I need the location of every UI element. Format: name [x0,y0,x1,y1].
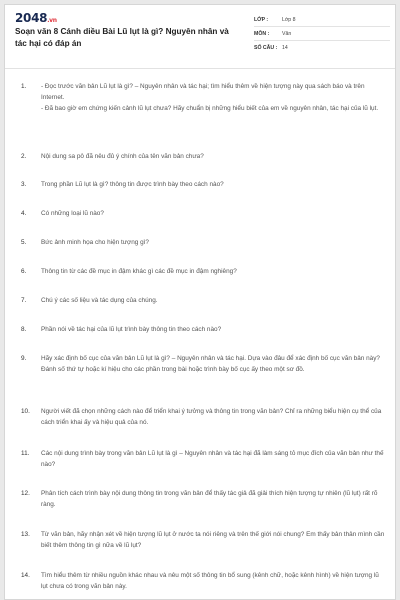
question-text: Người viết đã chọn những cách nào để triển khai ý tưởng và thông tin trong văn bản? Chỉ ra những biểu hiện cụ thể của cách triển khai ấy và hiệu quả của nó. [41,408,382,426]
question-text: Từ văn bản, hãy nhận xét về hiện tượng lũ lụt ở nước ta nói riêng và trên thế giới nói chung? Em thấy bản thân mình cần biết thêm thông tin gì nữa về lũ lụt? [41,531,385,549]
site-logo[interactable] [15,11,57,25]
question-number: 13. [21,531,30,538]
question-number: 7. [21,297,27,304]
question-number: 8. [21,326,27,333]
question-item [5,81,396,114]
question-number: 11. [21,450,30,457]
meta-key: SỐ CÂU : [254,45,278,51]
question-item [5,237,396,248]
question-number: 14. [21,572,30,579]
meta-value: 14 [282,45,288,51]
question-item [5,353,396,375]
question-item [5,179,396,190]
question-text: Tìm hiểu thêm từ nhiều nguồn khác nhau và nêu một số thông tin bổ sung (kênh chữ, hoặc kênh hình) về hiện tượng lũ lụt chưa có trong văn bản này. [41,572,379,590]
question-number: 6. [21,268,27,275]
meta-key: LỚP : [254,16,269,23]
logo-text: 2048 [15,11,48,25]
question-item [5,448,396,470]
question-number: 1. [21,83,27,90]
question-item [5,570,396,592]
question-text: Các nội dung trình bày trong văn bản Lũ lụt là gì – Nguyên nhân và tác hại đã làm sáng tỏ mục đích của văn bản như thế nào? [41,450,384,468]
question-item [5,295,396,306]
question-number: 9. [21,355,27,362]
question-number: 2. [21,153,27,160]
meta-row-grade [254,13,390,27]
question-line: - Đọc trước văn bản Lũ lụt là gì? – Nguyên nhân và tác hại; tìm hiểu thêm về hiện tượng này qua sách báo và trên Internet. [41,83,365,101]
question-number: 12. [21,490,30,497]
question-text: Thông tin từ các đề mục in đậm khác gì các đề mục in đậm nghiêng? [41,268,237,275]
question-text: Bức ảnh minh họa cho hiện tượng gì? [41,239,149,246]
document-header [5,5,395,69]
document-meta [254,13,390,55]
question-text: Phân tích cách trình bày nội dung thông tin trong văn bản để thấy tác giả đã giải thích hiện tượng tự nhiên (lũ lụt) rất rõ ràng. [41,490,378,508]
question-number: 4. [21,210,27,217]
question-line: - Đã bao giờ em chứng kiến cảnh lũ lụt chưa? Hãy chuẩn bị những hiểu biết của em về nguyên nhân, tác hại của lũ lụt. [41,105,379,112]
question-item [5,529,396,551]
question-item [5,208,396,219]
meta-key: MÔN : [254,30,270,37]
question-text: Chú ý các số liệu và tác dụng của chúng. [41,297,158,304]
document-page [4,4,396,600]
question-item [5,151,396,162]
meta-row-count [254,41,390,55]
document-title: Soạn văn 8 Cánh diều Bài Lũ lụt là gì? Nguyên nhân và tác hại có đáp án [15,27,229,48]
question-item [5,406,396,428]
question-item [5,324,396,335]
question-text [41,81,386,114]
meta-value: Văn [282,30,292,37]
question-text: Trong phần Lũ lụt là gì? thông tin được trình bày theo cách nào? [41,181,224,188]
question-number: 5. [21,239,27,246]
question-text: Có những loại lũ nào? [41,210,104,217]
question-number: 3. [21,181,27,188]
question-text: Phần nói về tác hại của lũ lụt trình bày thông tin theo cách nào? [41,326,222,333]
question-item [5,488,396,510]
question-text: Hãy xác định bố cục của văn bản Lũ lụt là gì? – Nguyên nhân và tác hại. Dựa vào đâu để xác định bố cục văn bản này? Đánh số thứ tự hoặc kí hiệu cho các phần trong bài hoặc trình bày bố cục ấy theo một sơ đồ. [41,355,380,373]
question-number: 10. [21,408,30,415]
logo-suffix: .vn [47,17,57,24]
question-item [5,266,396,277]
meta-row-subject [254,27,390,41]
question-text: Nội dung sa pô đã nêu đủ ý chính của tên văn bản chưa? [41,153,204,160]
meta-value: Lớp 8 [282,16,296,23]
